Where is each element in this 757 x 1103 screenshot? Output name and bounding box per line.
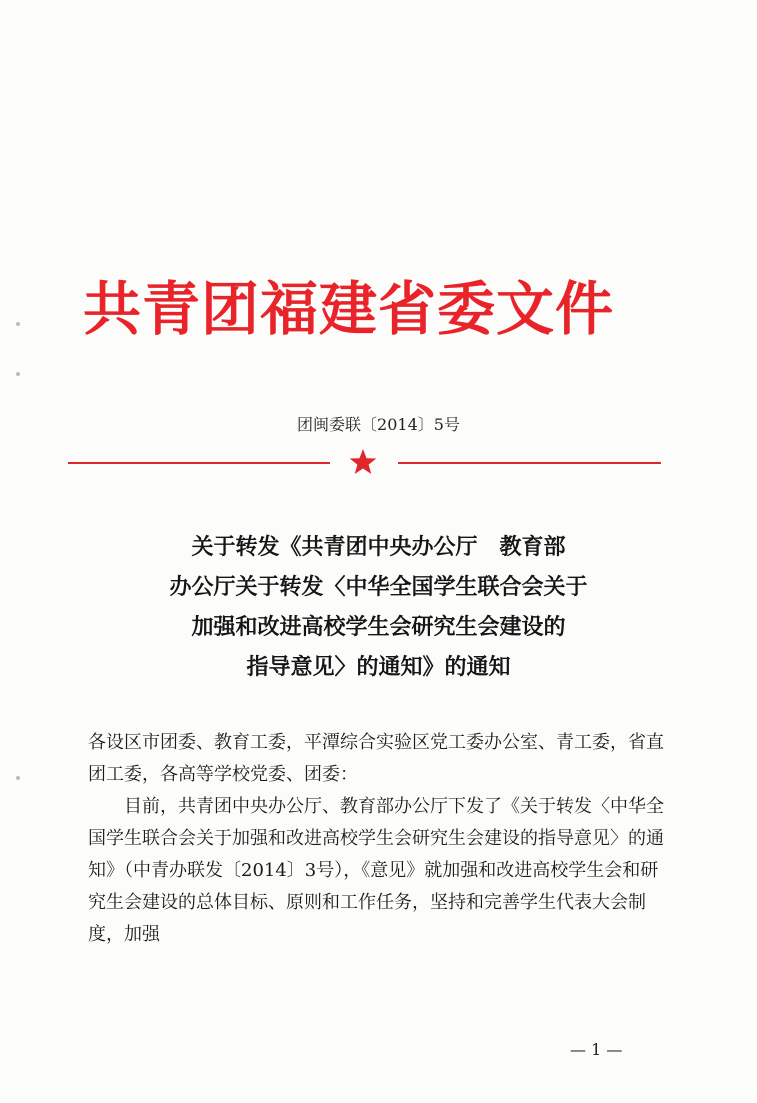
page-number: — 1 — — [570, 1040, 623, 1059]
binding-hole — [16, 776, 20, 780]
binding-hole — [16, 372, 20, 376]
red-separator-line-right — [398, 462, 661, 464]
red-separator-line-left — [68, 462, 330, 464]
title-line: 加强和改进高校学生会研究生会建设的 — [191, 615, 566, 640]
title-line: 指导意见〉的通知》的通知 — [246, 655, 511, 680]
document-title — [40, 528, 717, 688]
title-line: 办公厅关于转发〈中华全国学生联合会关于 — [169, 575, 588, 600]
body-paragraph: 目前，共青团中央办公厅、教育部办公厅下发了《关于转发〈中华全国学生联合会关于加强和改进高校学生会研究生会建设的指导意见〉的通知》（中青办联发〔2014〕3号），《意见》就加强和改进高校学生会和研究生会建设的总体目标、原则和工作任务，坚持和完善学生代表大会制度，加强 — [88, 796, 664, 945]
document-header-title: 共青团福建省委文件 — [83, 275, 615, 343]
document-body — [88, 727, 674, 951]
binding-hole — [16, 322, 20, 326]
document-number: 团闽委联〔2014〕5号 — [297, 415, 460, 434]
star-icon — [348, 447, 378, 477]
recipients-paragraph: 各设区市团委、教育工委，平潭综合实验区党工委办公室、青工委，省直团工委，各高等学校党委、团委： — [88, 732, 664, 785]
title-line: 关于转发《共青团中央办公厅 教育部 — [191, 535, 566, 560]
